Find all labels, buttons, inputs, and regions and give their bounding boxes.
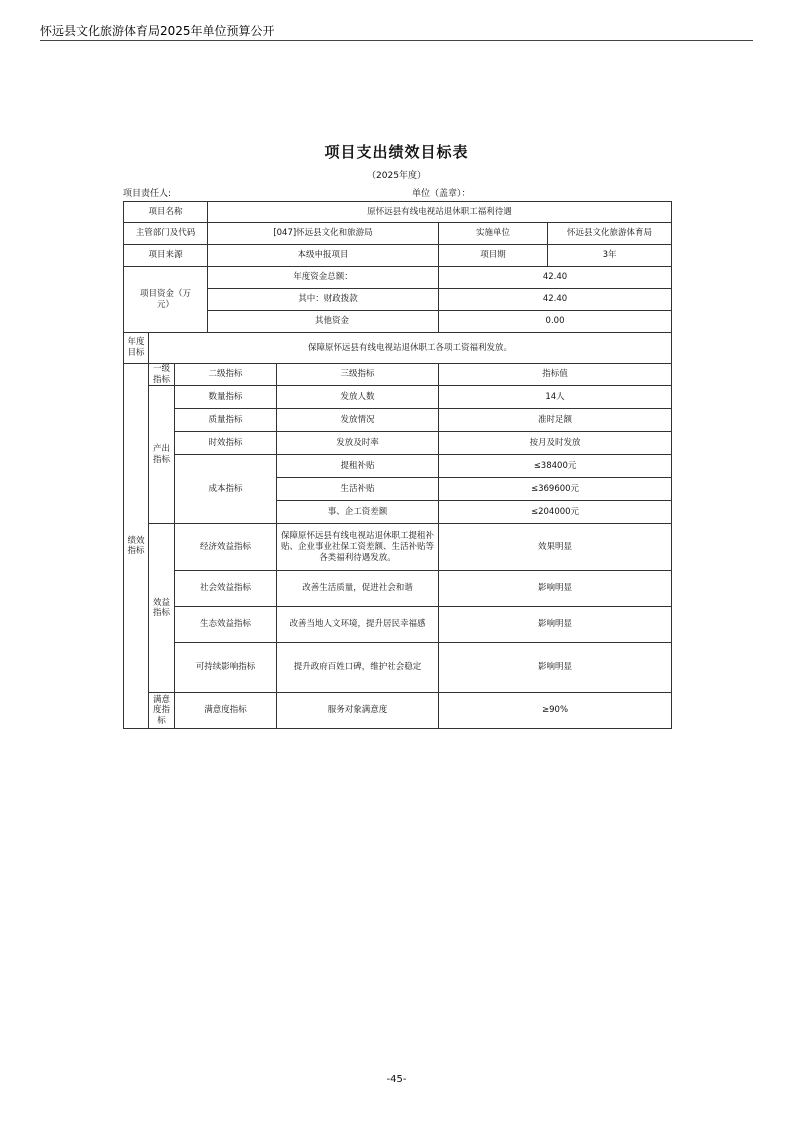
period-label: 项目期 [439,245,548,267]
impl-unit-label: 实施单位 [439,223,548,245]
funds-total-label: 年度资金总额： [208,267,439,289]
ecological-value: 影响明显 [439,607,672,643]
dept-label: 主管部门及代码 [124,223,208,245]
quantity-value: 14人 [439,386,672,409]
project-name-value: 原怀远县有线电视站退休职工福利待遇 [208,202,672,223]
project-name-label: 项目名称 [124,202,208,223]
row-sustainable [124,643,672,693]
ecological-label: 生态效益指标 [175,607,277,643]
cost-value-3: ≤204000元 [439,501,672,524]
page-title: 项目支出绩效目标表 [324,143,469,161]
timeliness-value: 按月及时发放 [439,432,672,455]
funds-fiscal-value: 42.40 [439,289,672,311]
value-header: 指标值 [439,364,672,386]
social-item: 改善生活质量，促进社会和谐 [277,571,439,607]
satisfaction-value: ≥90% [439,693,672,729]
satisfaction-item-label: 满意度指标 [175,693,277,729]
ecological-item: 改善当地人文环境，提升居民幸福感 [277,607,439,643]
row-timeliness [124,432,672,455]
row-satisfaction [124,693,672,729]
level2-header: 二级指标 [175,364,277,386]
responsible-person-label: 项目责任人: [123,189,172,199]
annual-goal-label: 年度目标 [124,333,149,364]
row-social [124,571,672,607]
row-indicator-header [124,364,672,386]
cost-item-3: 事、企工资差额 [277,501,439,524]
unit-seal-label: 单位（盖章）： [412,189,471,199]
quantity-label: 数量指标 [175,386,277,409]
output-indicators-label: 产出指标 [149,386,175,524]
row-cost-1 [124,455,672,478]
quality-item: 发放情况 [277,409,439,432]
row-ecological [124,607,672,643]
sustainable-value: 影响明显 [439,643,672,693]
source-label: 项目来源 [124,245,208,267]
economic-item: 保障原怀远县有线电视站退休职工提租补贴、企业事业社保工资差额、生活补贴等各类福利待遇发放。 [277,524,439,571]
row-annual-goal [124,333,672,364]
quality-value: 准时足额 [439,409,672,432]
funds-fiscal-label: 其中：财政拨款 [208,289,439,311]
cost-value-2: ≤369600元 [439,478,672,501]
period-value: 3年 [548,245,672,267]
social-label: 社会效益指标 [175,571,277,607]
source-value: 本级申报项目 [208,245,439,267]
level3-header: 三级指标 [277,364,439,386]
row-quantity [124,386,672,409]
quality-label: 质量指标 [175,409,277,432]
year-label: （2025年度） [367,171,426,181]
sustainable-label: 可持续影响指标 [175,643,277,693]
level1-header: 一级指标 [149,364,175,386]
sustainable-item: 提升政府百姓口碑，维护社会稳定 [277,643,439,693]
row-source [124,245,672,267]
row-economic [124,524,672,571]
dept-value: [047]怀远县文化和旅游局 [208,223,439,245]
annual-goal-text: 保障原怀远县有线电视站退休职工各项工资福利发放。 [149,333,672,364]
cost-item-1: 提租补贴 [277,455,439,478]
row-department [124,223,672,245]
performance-target-table [123,201,672,729]
quantity-item: 发放人数 [277,386,439,409]
economic-value: 效果明显 [439,524,672,571]
social-value: 影响明显 [439,571,672,607]
funds-total-value: 42.40 [439,267,672,289]
economic-label: 经济效益指标 [175,524,277,571]
funds-other-label: 其他资金 [208,311,439,333]
timeliness-label: 时效指标 [175,432,277,455]
row-quality [124,409,672,432]
cost-value-1: ≤38400元 [439,455,672,478]
satisfaction-item: 服务对象满意度 [277,693,439,729]
satisfaction-indicators-label: 满意度指标 [149,693,175,729]
page-number: -45- [386,1074,407,1085]
funds-other-value: 0.00 [439,311,672,333]
document-header: 怀远县文化旅游体育局2025年单位预算公开 [40,24,275,38]
header-divider [40,40,753,41]
benefit-indicators-label: 效益指标 [149,524,175,693]
cost-label: 成本指标 [175,455,277,524]
row-funds-total [124,267,672,289]
timeliness-item: 发放及时率 [277,432,439,455]
row-project-name [124,202,672,223]
impl-unit-value: 怀远县文化旅游体育局 [548,223,672,245]
funds-label: 项目资金（万元） [124,267,208,333]
performance-indicators-label: 绩效指标 [124,364,149,729]
cost-item-2: 生活补贴 [277,478,439,501]
